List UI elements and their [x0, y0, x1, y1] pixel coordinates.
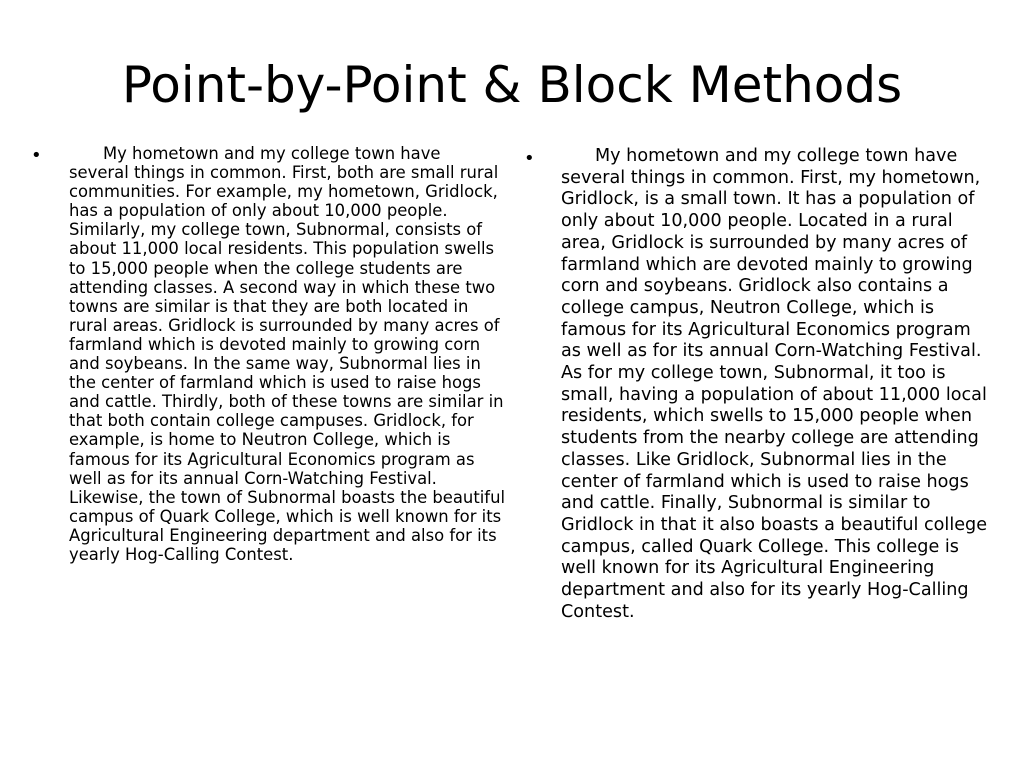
slide-title: Point-by-Point & Block Methods [121, 56, 903, 114]
right-column-paragraph [561, 146, 991, 623]
left-column-paragraph [69, 144, 505, 564]
bullet-right-icon: • [524, 148, 535, 169]
bullet-left-icon: • [31, 145, 42, 166]
left-column-text: My hometown and my college town have several things in common. First, both are small rural communities. For example, my hometown, Gridlock, has a population of only about 10,000 people. Similarly, my college town, Subnormal, consists of about 11,000 local residents. This population swells to 15,000 people when the college students are attending classes. A second way in which these two towns are similar is that they are both located in rural areas. Gridlock is surrounded by many acres of farmland which is devoted mainly to growing corn and soybeans. In the same way, Subnormal lies in the center of farmland which is used to raise hogs and cattle. Thirdly, both of these towns are similar in that both contain college campuses. Gridlock, for example, is home to Neutron College, which is famous for its Agricultural Economics program as well as for its annual Corn-Watching Festival. Likewise, the town of Subnormal boasts the beautiful campus of Quark College, which is well known for its Agricultural Engineering department and also for its yearly Hog-Calling Contest. [69, 144, 506, 564]
right-column-text: My hometown and my college town have several things in common. First, my hometown, Gridlock, is a small town. It has a population of only about 10,000 people. Located in a rural area, Gridlock is surrounded by many acres of farmland which are devoted mainly to growing corn and soybeans. Gridlock also contains a college campus, Neutron College, which is famous for its Agricultural Economics program as well as for its annual Corn-Watching Festival. As for my college town, Subnormal, it too is small, having a population of about 11,000 local residents, which swells to 15,000 people when students from the nearby college are attending classes. Like Gridlock, Subnormal lies in the center of farmland which is used to raise hogs and cattle. Finally, Subnormal is similar to Gridlock in that it also boasts a beautiful college campus, called Quark College. This college is well known for its Agricultural Engineering department and also for its yearly Hog-Calling Contest. [561, 146, 988, 622]
